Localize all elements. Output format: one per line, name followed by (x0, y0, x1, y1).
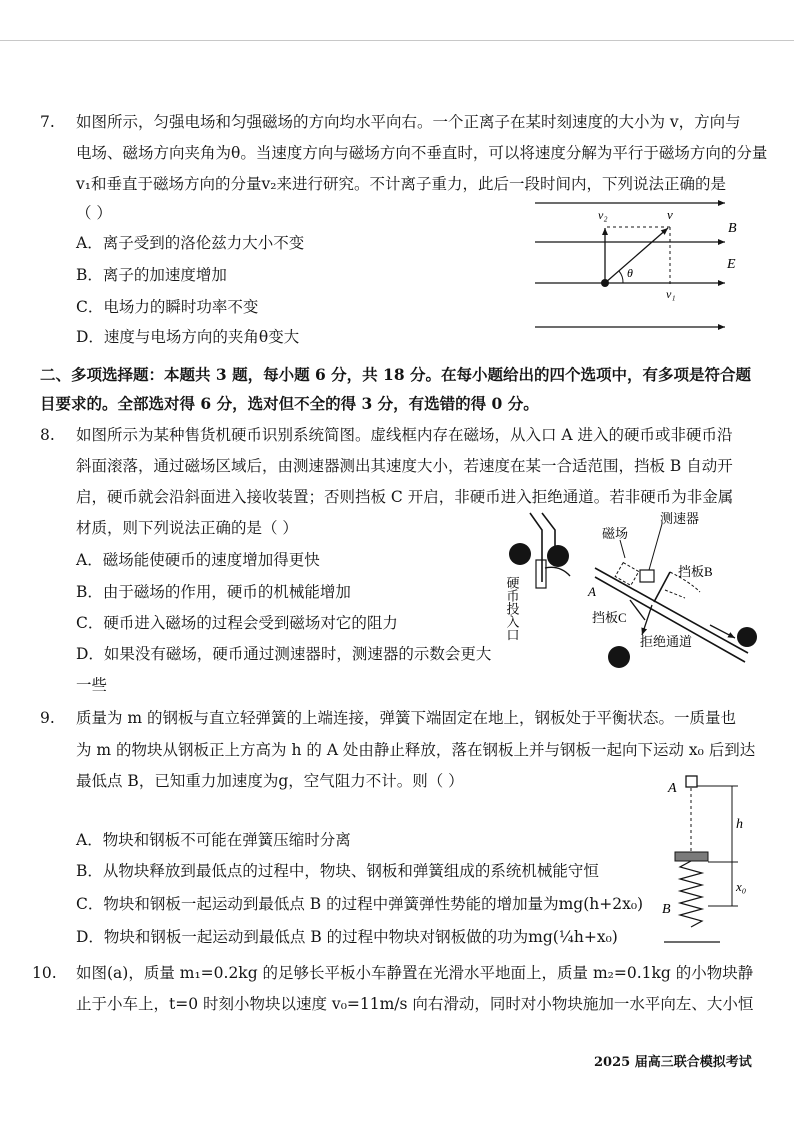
q10-number: 10. (32, 964, 57, 982)
q10-stem-line2: 止于小车上，t=0 时刻小物块以速度 v₀=11m/s 向右滑动，同时对小物块施加一水平向左、大小恒 (76, 995, 754, 1013)
label-plate-b: 挡板B (678, 564, 713, 579)
label-coin-inlet: 硬币投入口 (504, 576, 520, 641)
inlet-slot (536, 560, 546, 588)
coin (509, 543, 531, 565)
label-A: A (668, 781, 677, 796)
section2-rules: 目要求的。全部选对得 6 分，选对但不全的得 3 分，有选错的得 0 分。 (40, 394, 539, 413)
q8-option-b: B．由于磁场的作用，硬币的机械能增加 (76, 583, 351, 601)
inlet-guard (545, 567, 570, 576)
label-theta: θ (627, 266, 633, 280)
label-x0: x₀ (736, 879, 747, 894)
label-speedometer: 测速器 (660, 511, 700, 526)
section2-title: 二、多项选择题：本题共 3 题，每小题 6 分，共 18 分。在每小题给出的四个选项中，有多项是符合题 (40, 365, 752, 384)
plate-b (654, 572, 670, 602)
q7-option-a: A．离子受到的洛伦兹力大小不变 (76, 234, 305, 252)
label-plate-c: 挡板C (592, 610, 627, 625)
leader-line (649, 524, 662, 570)
page-footer: 2025 届高三联合模拟考试 (594, 1055, 752, 1070)
q7-option-d: D．速度与电场方向的夹角θ变大 (76, 328, 300, 346)
label-E: E (727, 257, 736, 272)
q8-option-d: D．如果没有磁场，硬币通过测速器时，测速器的示数会更大 (76, 645, 492, 663)
label-v1: v₁ (666, 287, 676, 301)
label-reject-channel: 拒绝通道 (640, 634, 693, 649)
label-h: h (736, 817, 743, 832)
label-magnetic-field: 磁场 (602, 526, 629, 541)
q9-spring-diagram (660, 770, 765, 950)
q7-answer-paren: （ ） (76, 204, 112, 222)
coin (547, 545, 569, 567)
reject-arrow (642, 605, 652, 635)
q7-stem-line3: v₁和垂直于磁场方向的分量v₂来进行研究。不计离子重力，此后一段时间内，下列说法正确的是 (76, 175, 726, 193)
label-v2: v₂ (598, 208, 608, 222)
q7-stem-line2: 电场、磁场方向夹角为θ。当速度方向与磁场方向不垂直时，可以将速度分解为平行于磁场方向的分量 (76, 144, 768, 162)
q8-option-c: C．硬币进入磁场的过程会受到磁场对它的阻力 (76, 614, 398, 632)
q9-option-d: D．物块和钢板一起运动到最低点 B 的过程中物块对钢板做的功为mg(¼h+x₀) (76, 928, 618, 946)
plate-b-open (665, 590, 685, 598)
q9-stem-line3: 最低点 B，已知重力加速度为g，空气阻力不计。则（ ） (76, 772, 464, 790)
q8-option-d-continued: 一些 (76, 676, 108, 694)
q8-option-a: A．磁场能使硬币的速度增加得更快 (76, 551, 320, 569)
v-velocity-arrow (605, 228, 668, 283)
top-rule (0, 40, 794, 41)
theta-arc (619, 271, 623, 283)
q8-stem-line2: 斜面滚落，通过磁场区域后，由测速器测出其速度大小，若速度在某一合适范围，挡板 B 自动开 (76, 457, 733, 475)
label-A: A (588, 584, 596, 599)
q8-stem-line3: 启，硬币就会沿斜面进入接收装置；否则挡板 C 开启，非硬币进入拒绝通道。若非硬币为非金属 (76, 488, 734, 506)
q10-stem-line1: 如图(a)，质量 m₁=0.2kg 的足够长平板小车静置在光滑水平地面上，质量 m₂=0.1kg 的小物块静 (76, 964, 754, 982)
spring (680, 861, 702, 927)
q7-option-c: C．电场力的瞬时功率不变 (76, 298, 259, 316)
coin (737, 627, 757, 647)
steel-plate (675, 852, 708, 861)
label-B: B (662, 902, 671, 917)
q9-option-c: C．物块和钢板一起运动到最低点 B 的过程中弹簧弹性势能的增加量为mg(h+2x₀) (76, 895, 644, 913)
roll-arrow (710, 625, 735, 638)
speedometer-box (640, 570, 654, 582)
q7-option-b: B．离子的加速度增加 (76, 266, 227, 284)
q9-option-b: B．从物块释放到最低点的过程中，物块、钢板和弹簧组成的系统机械能守恒 (76, 862, 599, 880)
q8-number: 8. (40, 426, 55, 444)
q9-option-a: A．物块和钢板不可能在弹簧压缩时分离 (76, 831, 351, 849)
plate-c (630, 600, 645, 620)
q9-stem-line2: 为 m 的物块从钢板正上方高为 h 的 A 处由静止释放，落在钢板上并与钢板一起向下运动 x₀ 后到达 (76, 741, 756, 759)
q8-coin-diagram (500, 510, 770, 680)
q7-field-diagram (530, 195, 750, 340)
rejected-item (608, 646, 630, 668)
q8-stem-line1: 如图所示为某种售货机硬币识别系统简图。虚线框内存在磁场，从入口 A 进入的硬币或非硬币沿 (76, 426, 733, 444)
q8-stem-line4: 材质，则下列说法正确的是（ ） (76, 519, 298, 537)
leader-line (620, 540, 625, 558)
label-B: B (728, 221, 737, 236)
q7-stem-line1: 如图所示，匀强电场和匀强磁场的方向均水平向右。一个正离子在某时刻速度的大小为 v，方向与 (76, 113, 741, 131)
q7-number: 7. (40, 113, 55, 131)
label-v: v (667, 207, 673, 222)
q9-stem-line1: 质量为 m 的钢板与直立轻弹簧的上端连接，弹簧下端固定在地上，钢板处于平衡状态。一质量也 (76, 709, 737, 727)
q9-number: 9. (40, 709, 55, 727)
block-a (686, 776, 697, 787)
ion-dot (601, 279, 609, 287)
